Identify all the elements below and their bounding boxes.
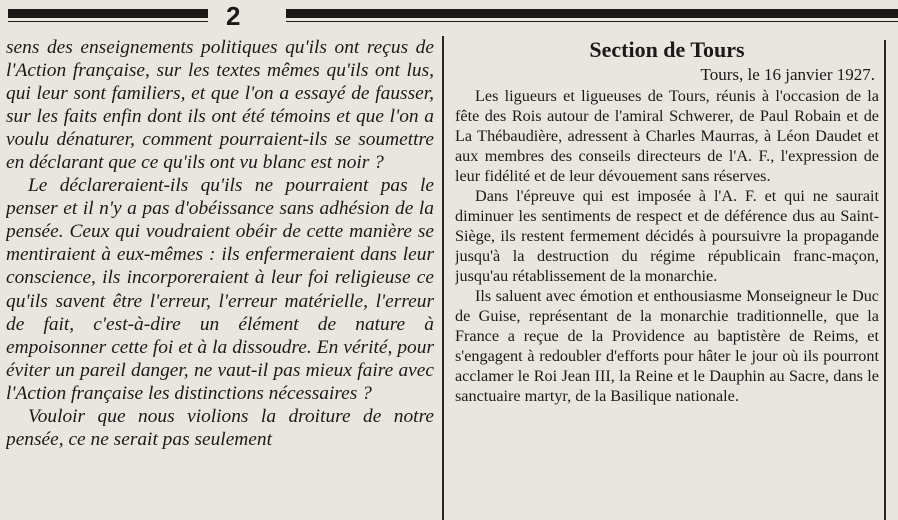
- right-paragraph-2: Dans l'épreuve qui est imposée à l'A. F. et qui ne saurait diminuer les sentiments de respect et de déférence dus au Saint-Siège, ils restent fermement décidés à poursuivre la propagande jusqu'à la destruction du régime républicain franc-maçon, jusqu'au rétablissement de la monarchie.: [455, 187, 879, 285]
- left-paragraph-2: Le déclareraient-ils qu'ils ne pourraient pas le penser et il n'y a pas d'obéissance sans adhésion de la pensée. Ceux qui voudraient obéir de cette manière se mentiraient à eux-mêmes : ils enfermeraient dans leur conscience, ils incorporeraient à leur foi religieuse ce qu'ils savent être l'erreur, l'erreur matérielle, l'erreur de fait, c'est-à-dire un élément de nature à empoisonner cette foi et à la dissoudre. En vérité, pour éviter un pareil danger, ne vaut-il pas mieux faire avec l'Action française les distinctions nécessaires ?: [6, 175, 434, 404]
- right-column: [455, 36, 879, 520]
- page-number: 2: [226, 1, 241, 31]
- left-column: [6, 36, 434, 520]
- left-paragraph-3: Vouloir que nous violions la droiture de notre pensée, ce ne serait pas seulement: [6, 405, 434, 450]
- right-paragraph-3: Ils saluent avec émotion et enthousiasme Monseigneur le Duc de Guise, représentant de la monarchie traditionnelle, que la France a reçue de la Providence au baptistère de Reims, et s'engagent à redoubler d'efforts pour hâter le jour où ils pourront acclamer le Roi Jean III, la Reine et le Dauphin au Sacre, dans le sanctuaire martyr, de la Basilique nationale.: [455, 287, 879, 405]
- right-paragraph-1: Les ligueurs et ligueuses de Tours, réunis à l'occasion de la fête des Rois autour de l'amiral Schwerer, de Paul Robain et de La Thébaudière, adressent à Charles Maurras, à Léon Daudet et aux membres des conseils directeurs de l'A. F., l'expression de leur fidélité et de leur dévouement sans réserves.: [455, 87, 879, 185]
- right-edge-rule: [884, 40, 886, 520]
- dateline: Tours, le 16 janvier 1927.: [700, 65, 875, 84]
- page-header: [0, 0, 898, 30]
- section-title: Section de Tours: [589, 37, 745, 62]
- header-rule-left: [8, 9, 208, 18]
- header-rule-right: [286, 9, 898, 18]
- column-divider: [442, 36, 444, 520]
- left-paragraph-1: sens des enseignements politiques qu'ils ont reçus de l'Action française, sur les textes mêmes qu'ils ont lus, qui leur sont familiers, et que l'on a essayé de fausser, sur les faits enfin dont ils ont été témoins et que l'on a voulu dénaturer, comment pourraient-ils se soumettre en déclarant que ce qu'ils ont vu blanc est noir ?: [6, 37, 434, 174]
